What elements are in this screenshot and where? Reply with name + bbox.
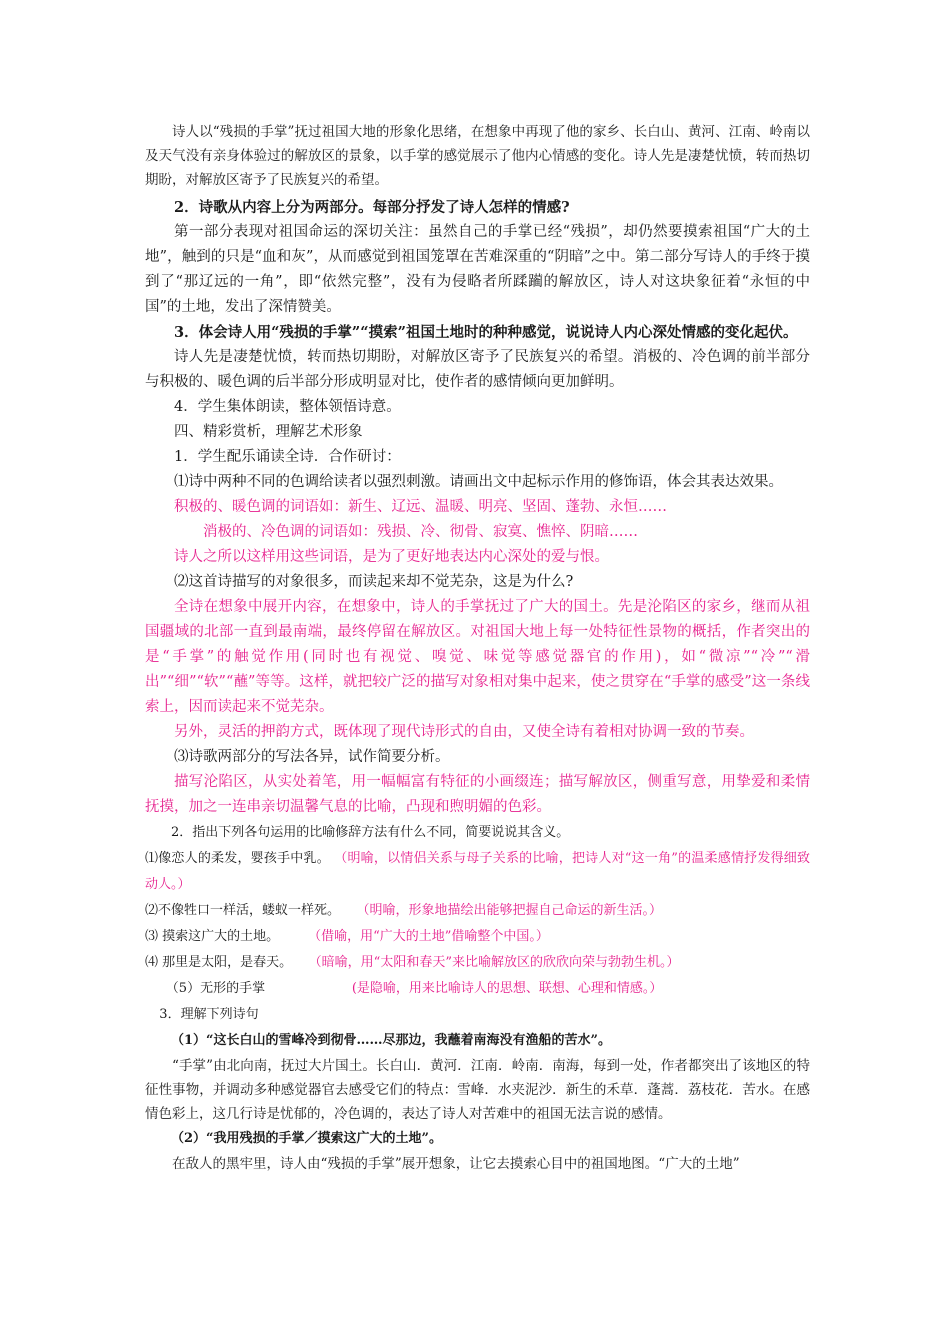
line-1-title: （1）“这长白山的雪峰冷到彻骨……尽那边，我蘸着南海没有渔船的苦水”。 xyxy=(171,1033,612,1048)
prompt-1-warm-words: 积极的、暖色调的词语如：新生、辽远、温暖、明亮、坚固、蓬勃、永恒…… xyxy=(174,499,667,515)
question-2-answer: 第一部分表现对祖国命运的深切关注：虽然自己的手掌已经“残损”，却仍然要摸索祖国“广大的土地”，触到的只是“血和灰”，从而感觉到祖国笼罩在苦难深重的“阴暗”之中。第二部分写诗人的手终于摸到了“那辽远的一角”，即“依然完整”，没有为侵略者所蹂躏的解放区，诗人对这块象征着“永恒的中国”的土地，发出了深情赞美。 xyxy=(145,224,810,315)
prompt-3-question: ⑶诗歌两部分的写法各异，试作简要分析。 xyxy=(174,749,450,765)
line-2-title: （2）“我用残损的手掌／摸索这广大的土地”。 xyxy=(171,1131,443,1146)
prompt-1-question: ⑴诗中两种不同的色调给读者以强烈刺激。请画出文中起标示作用的修饰语，体会其表达效果。 xyxy=(174,474,783,490)
metaphor-item-5 xyxy=(145,976,810,1002)
prompt-2-question: ⑵这首诗描写的对象很多，而读起来却不觉芜杂，这是为什么? xyxy=(174,574,574,590)
metaphor-answer-2: （明喻，形象地描绘出能够把握自己命运的新生活。） xyxy=(356,903,663,918)
line-2-text: 在敌人的黑牢里，诗人由“残损的手掌”展开想象，让它去摸索心目中的祖国地图。“广大的土地” xyxy=(172,1156,740,1172)
metaphor-question-4: ⑷ 那里是太阳，是春天。 xyxy=(145,955,293,970)
metaphor-item-2 xyxy=(145,898,810,924)
metaphor-question-3: ⑶ 摸索这广大的土地。 xyxy=(145,929,280,944)
line-1-text: “手掌”由北向南，抚过大片国土。长白山．黄河．江南．岭南．南海，每到一处，作者都突出了该地区的特征性事物，并调动多种感觉器官去感受它们的特点：雪峰．水夹泥沙．新生的禾草．蓬蒿．荔枝花．苦水。在感情色彩上，这几行诗是忧郁的，冷色调的，表达了诗人对苦难中的祖国无法言说的感情。 xyxy=(145,1058,810,1122)
metaphor-item-1 xyxy=(145,846,810,898)
metaphor-question-1: ⑴像恋人的柔发，婴孩手中乳。 xyxy=(145,851,330,866)
intro-paragraph: 诗人以“残损的手掌”抚过祖国大地的形象化思绪，在想象中再现了他的家乡、长白山、黄河、江南、岭南以及天气没有亲身体验过的解放区的景象，以手掌的感觉展示了他内心情感的变化。诗人先是凄楚忧愤，转而热切期盼，对解放区寄予了民族复兴的希望。 xyxy=(145,124,810,188)
question-3-answer: 诗人先是凄楚忧愤，转而热切期盼，对解放区寄予了民族复兴的希望。消极的、冷色调的前半部分与积极的、暖色调的后半部分形成明显对比，使作者的感情倾向更加鲜明。 xyxy=(145,349,810,390)
metaphor-answer-1: （明喻，以情侣关系与母子关系的比喻，把诗人对“这一角”的温柔感情抒发得细致动人。） xyxy=(145,851,810,892)
prompt-2-answer-1: 全诗在想象中展开内容，在想象中，诗人的手掌抚过了广大的国土。先是沦陷区的家乡，继而从祖国疆域的北部一直到最南端，最终停留在解放区。对祖国大地上每一处特征性景物的概括，作者突出的是“手掌”的触觉作用(同时也有视觉、嗅觉、味觉等感觉器官的作用)，如“微凉”“冷”“滑出”“细”“软”“蘸”等等。这样，就把较广泛的描写对象相对集中起来，使之贯穿在“手掌的感受”这一条线索上，因而读起来不觉芜杂。 xyxy=(145,599,810,715)
subsection-1-heading: 1．学生配乐诵读全诗．合作研讨： xyxy=(174,449,401,465)
section-4-heading: 四、精彩赏析，理解艺术形象 xyxy=(174,424,363,440)
prompt-1-conclusion: 诗人之所以这样用这些词语，是为了更好地表达内心深处的爱与恨。 xyxy=(174,549,609,565)
metaphor-answer-3: （借喻，用“广大的土地”借喻整个中国。） xyxy=(308,929,549,944)
metaphor-question-2: ⑵不像牲口一样活，蝼蚁一样死。 xyxy=(145,903,341,918)
item-4: 4．学生集体朗读，整体领悟诗意。 xyxy=(174,399,401,415)
metaphor-question-5: （5）无形的手掌 xyxy=(165,981,266,996)
question-2-title: 2．诗歌从内容上分为两部分。每部分抒发了诗人怎样的情感? xyxy=(174,199,570,216)
question-3-title: 3．体会诗人用“残损的手掌”“摸索”祖国土地时的种种感觉，说说诗人内心深处情感的变化起伏。 xyxy=(174,324,798,341)
subsection-3-heading: 3．理解下列诗句 xyxy=(159,1007,259,1022)
metaphor-item-3 xyxy=(145,924,810,950)
prompt-3-answer: 描写沦陷区，从实处着笔，用一幅幅富有特征的小画缀连；描写解放区，侧重写意，用挚爱和柔情抚摸，加之一连串亲切温馨气息的比喻，凸现和煦明媚的色彩。 xyxy=(145,774,810,815)
prompt-1-cold-words: 消极的、冷色调的词语如：残损、冷、彻骨、寂寞、憔悴、阴暗…… xyxy=(203,524,638,540)
metaphor-answer-5: (是隐喻，用来比喻诗人的思想、联想、心理和情感。） xyxy=(351,981,663,996)
metaphor-item-4 xyxy=(145,950,810,976)
document-page xyxy=(145,120,810,1176)
subsection-2-heading: 2．指出下列各句运用的比喻修辞方法有什么不同，简要说说其含义。 xyxy=(171,825,570,840)
metaphor-answer-4: （暗喻，用“太阳和春天”来比喻解放区的欣欣向荣与勃勃生机。） xyxy=(308,955,680,970)
prompt-2-answer-2: 另外，灵活的押韵方式，既体现了现代诗形式的自由，又使全诗有着相对协调一致的节奏。 xyxy=(174,724,754,740)
